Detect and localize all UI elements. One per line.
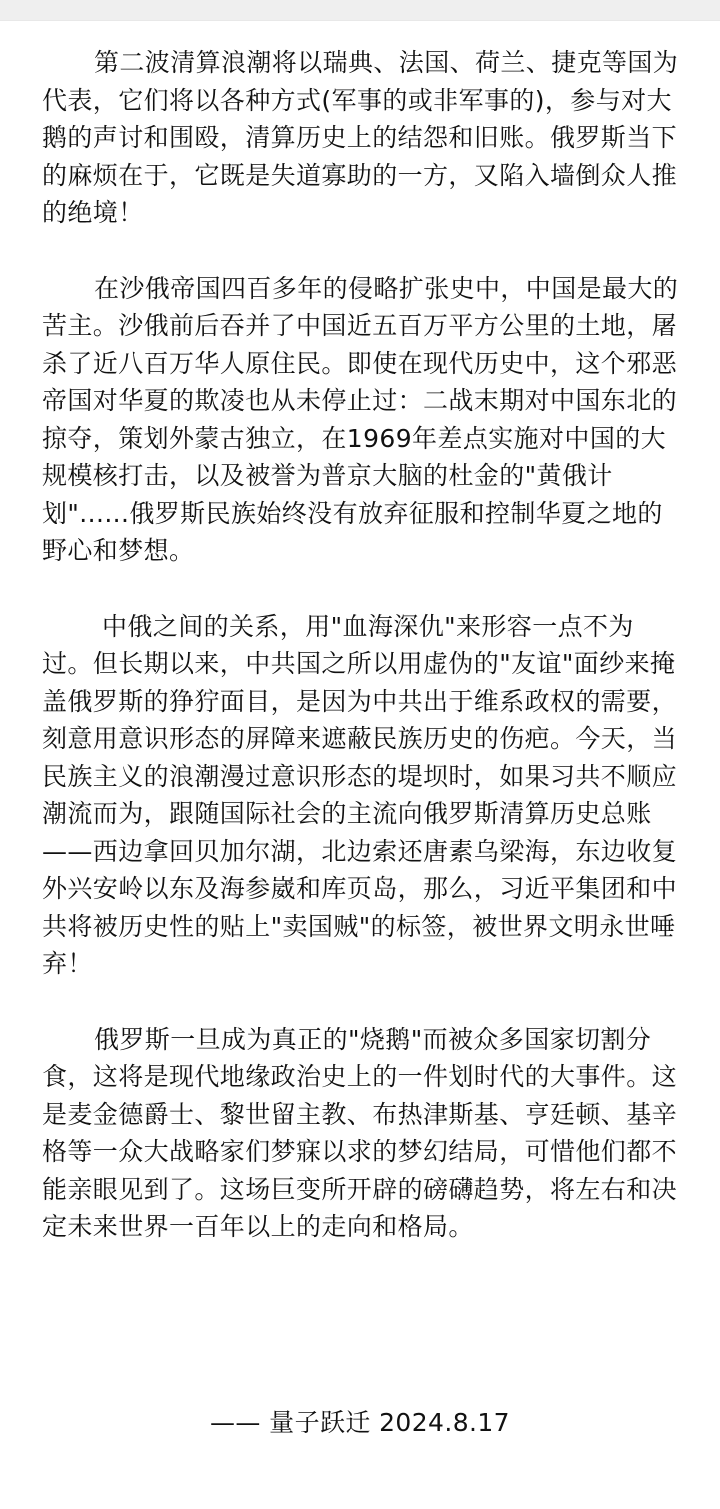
paragraph-text: 在沙俄帝国四百多年的侵略扩张史中，中国是最大的苦主。沙俄前后吞并了中国近五百万平方公里的土地，屠杀了近八百万华人原住民。即使在现代历史中，这个邪恶帝国对华夏的欺凌也从未停止过：二战末期对中国东北的掠夺，策划外蒙古独立，在1969年差点实施对中国的大规模核打击，以及被誉为普京大脑的杜金的"黄俄计划"......俄罗斯民族始终没有放弃征服和控制华夏之地的野心和梦想。: [42, 273, 679, 565]
paragraph-text: 俄罗斯一旦成为真正的"烧鹅"而被众多国家切割分食，这将是现代地缘政治史上的一件划时代的大事件。这是麦金德爵士、黎世留主教、布热津斯基、亨廷顿、基辛格等一众大战略家们梦寐以求的梦幻结局，可惜他们都不能亲眼见到了。这场巨变所开辟的磅礴趋势，将左右和决定未来世界一百年以上的走向和格局。: [42, 1024, 678, 1241]
paragraph-text: 第二波清算浪潮将以瑞典、法国、荷兰、捷克等国为代表，它们将以各种方式(军事的或非军事的)，参与对大鹅的声讨和围殴，清算历史上的结怨和旧账。俄罗斯当下的麻烦在于，它既是失道寡助的一方，又陷入墙倒众人推的绝境！: [42, 48, 679, 227]
paragraph-4: [42, 1021, 684, 1246]
article-body: [42, 44, 684, 1246]
top-bar: [0, 0, 720, 21]
author-signature: —— 量子跃迁 2024.8.17: [210, 1408, 510, 1437]
paragraph-2: [42, 270, 684, 570]
paragraph-1: [42, 44, 684, 232]
paragraph-3: [42, 608, 684, 983]
paragraph-text: 中俄之间的关系，用"血海深仇"来形容一点不为过。但长期以来，中共国之所以用虚伪的"友谊"面纱来掩盖俄罗斯的狰狞面目，是因为中共出于维系政权的需要，刻意用意识形态的屏障来遮蔽民族历史的伤疤。今天，当民族主义的浪潮漫过意识形态的堤坝时，如果习共不顺应潮流而为，跟随国际社会的主流向俄罗斯清算历史总账——西边拿回贝加尔湖，北边索还唐素乌梁海，东边收复外兴安岭以东及海参崴和库页岛，那么，习近平集团和中共将被历史性的贴上"卖国贼"的标签，被世界文明永世唾弃！: [42, 611, 678, 978]
